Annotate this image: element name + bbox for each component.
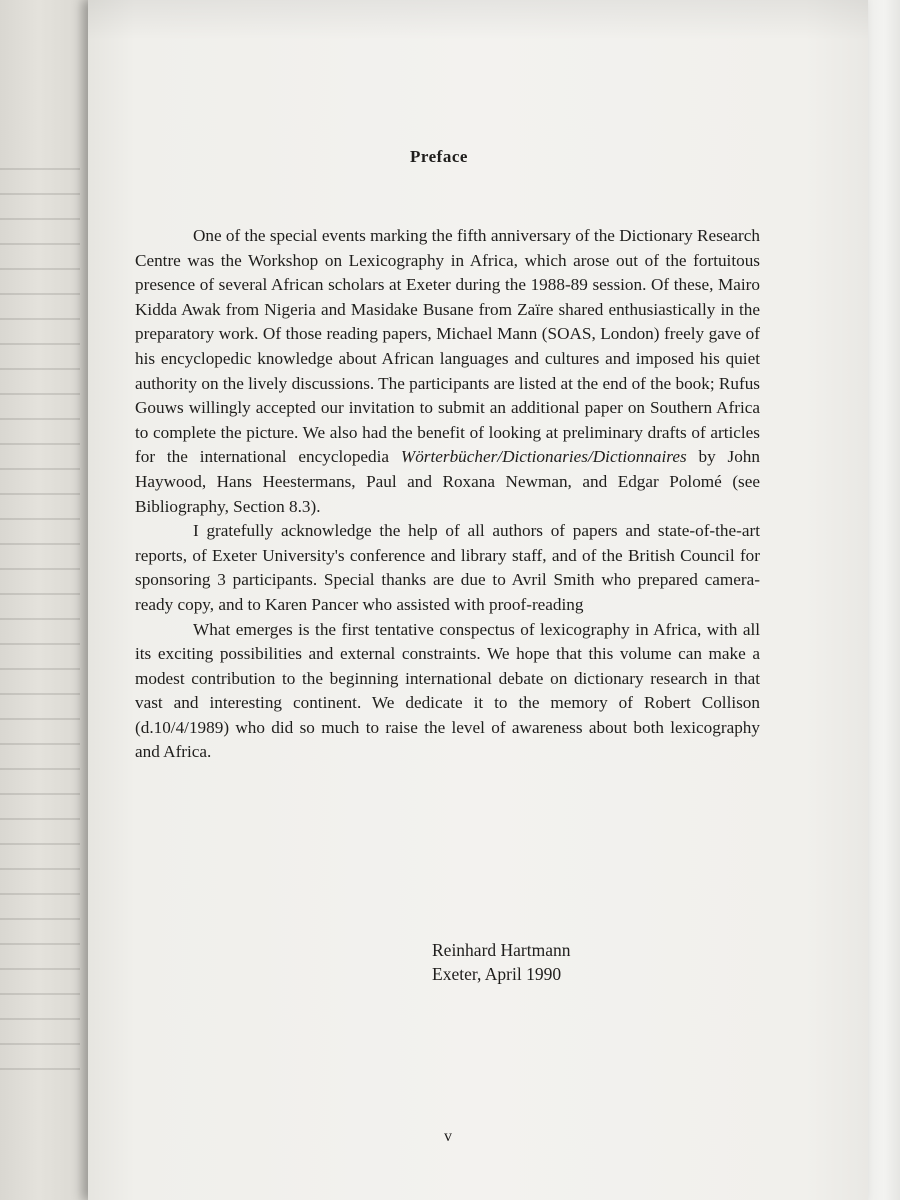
paragraph-1-end: by John Haywood, Hans Heestermans, Paul and Roxana Newman, and Edgar Polomé (see Bibliography, Section 8.3). <box>135 447 760 516</box>
paragraph-3: What emerges is the first tentative conspectus of lexicography in Africa, with all its exciting possibilities and external constraints. We hope that this volume can make a modest contribution to the beginning international debate on dictionary research in that vast and interesting continent. We dedicate it to the memory of Robert Collison (d.10/4/1989) who did so much to raise the level of awareness about both lexicography and Africa. <box>135 619 760 762</box>
signature-block <box>432 938 571 986</box>
paragraph-2: I gratefully acknowledge the help of all authors of papers and state-of-the-art reports, of Exeter University's conference and library staff, and of the British Council for sponsoring 3 participants. Special thanks are due to Avril Smith who prepared camera-ready copy, and to Karen Pancer who assisted with proof-reading <box>135 521 760 614</box>
preface-body <box>135 224 760 765</box>
previous-page-edge <box>0 0 96 1200</box>
author-name: Reinhard Hartmann <box>432 940 571 960</box>
previous-page-text-ghost <box>0 150 80 1070</box>
page-number: v <box>444 1128 452 1145</box>
page-top-shadow <box>88 0 868 40</box>
paragraph-1 <box>135 224 760 519</box>
place-date: Exeter, April 1990 <box>432 964 562 984</box>
encyclopedia-title: Wörterbücher/Dictionaries/Dictionnaires <box>400 447 687 467</box>
page-title: Preface <box>410 147 468 166</box>
paragraph-1-text: One of the special events marking the fifth anniversary of the Dictionary Research Centre was the Workshop on Lexicography in Africa, which arose out of the fortuitous presence of several African scholars at Exeter during the 1988-89 session. Of these, Mairo Kidda Awak from Nigeria and Masidake Busane from Zaïre shared enthusiastically in the preparatory work. Of those reading papers, Michael Mann (SOAS, London) freely gave of his encyclopedic knowledge about African languages and cultures and imposed his quiet authority on the lively discussions. The participants are listed at the end of the book; Rufus Gouws willingly accepted our invitation to submit an additional paper on Southern Africa to complete the picture. We also had the benefit of looking at preliminary drafts of articles for the international encyclopedia <box>135 226 760 467</box>
